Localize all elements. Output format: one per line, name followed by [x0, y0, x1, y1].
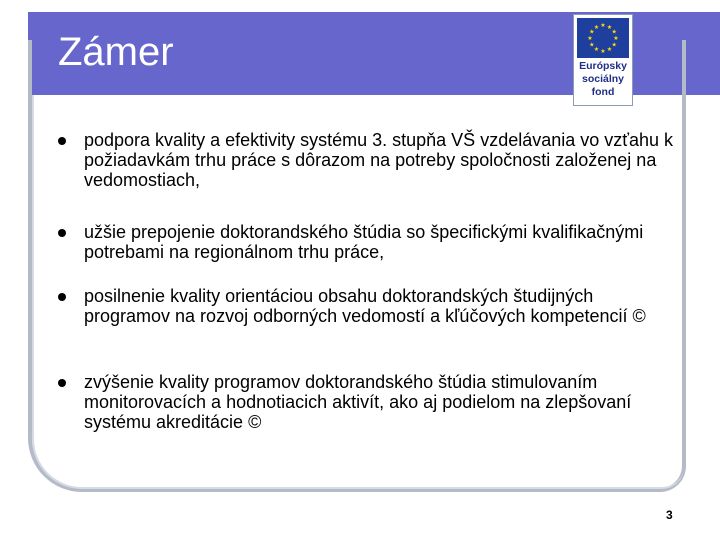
bullet-item [58, 372, 678, 432]
logo-line-1: Európsky [579, 60, 627, 72]
bullet-text: užšie prepojenie doktorandského štúdia so špecifickými kvalifikačnými potrebami na regionálnom trhu práce, [84, 222, 644, 262]
svg-text:★: ★ [589, 41, 595, 49]
bullet-text: podpora kvality a efektivity systému 3. stupňa VŠ vzdelávania vo vzťahu k požiadavkám trhu práce s dôrazom na potreby spoločnosti založenej na vedomostiach, [84, 130, 674, 190]
bullet-dot-icon [58, 293, 66, 301]
logo-line-2: sociálny [581, 73, 625, 85]
svg-text:★: ★ [589, 28, 595, 36]
slide-title: Zámer [58, 30, 174, 74]
esf-logo [573, 14, 633, 106]
svg-text:★: ★ [593, 23, 600, 31]
esf-logo-text [574, 60, 632, 99]
bullet-dot-icon [58, 229, 66, 237]
svg-text:★: ★ [600, 22, 606, 29]
bullet-item [58, 130, 678, 190]
svg-text:★: ★ [593, 46, 600, 54]
bullet-text: zvýšenie kvality programov doktorandského štúdia stimulovaním monitorovacích a hodnotiacich aktivít, ako aj podielom na zlepšovaní systému akreditácie © [84, 372, 632, 432]
svg-text:★: ★ [600, 48, 606, 55]
bullet-text: posilnenie kvality orientáciou obsahu doktorandských študijných programov na rozvoj odborných vedomostí a kľúčových kompetencií © [84, 286, 646, 326]
eu-flag-icon [577, 18, 629, 58]
svg-text:★: ★ [611, 41, 617, 49]
bullet-item [58, 222, 678, 262]
svg-text:★: ★ [613, 35, 619, 42]
bullet-dot-icon [58, 137, 66, 145]
logo-line-3: fond [591, 86, 615, 98]
svg-text:★: ★ [606, 23, 613, 31]
svg-text:★: ★ [611, 28, 617, 36]
eu-stars-icon [577, 18, 629, 58]
svg-text:★: ★ [606, 46, 613, 54]
bullet-item [58, 286, 678, 326]
svg-text:★: ★ [587, 35, 593, 42]
bullet-dot-icon [58, 379, 66, 387]
page-number: 3 [666, 508, 673, 522]
